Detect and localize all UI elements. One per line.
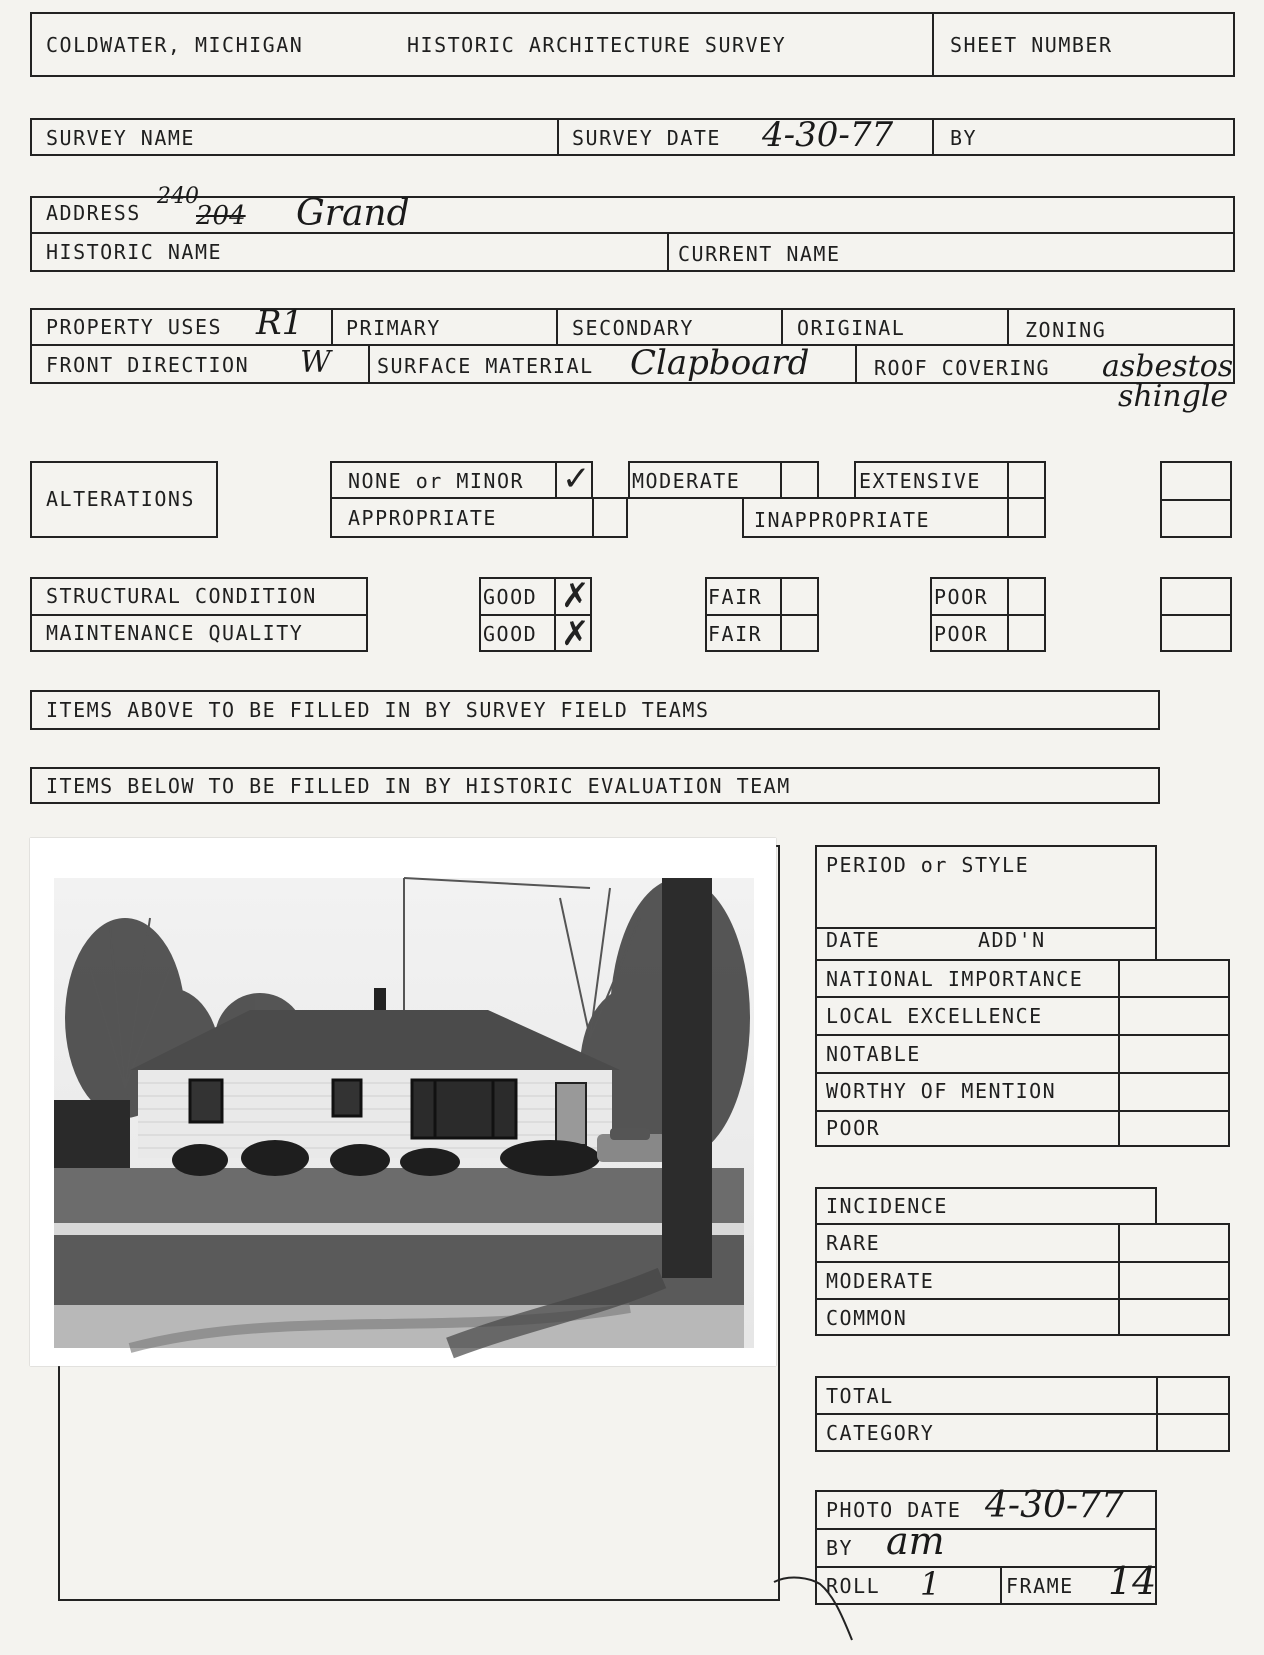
sheet-number-label: SHEET NUMBER [950,33,1113,57]
total-label: TOTAL [826,1384,894,1408]
front-direction-value: W [300,345,331,380]
moderate-label: MODERATE [632,469,741,493]
maintenance-good-mark: ✗ [561,614,590,654]
maintenance-fair-label: FAIR [708,622,763,646]
address-number-old: 204 [196,201,246,231]
extensive-label: EXTENSIVE [859,469,981,493]
national-importance-label: NATIONAL IMPORTANCE [826,967,1084,991]
surface-material-value: Clapboard [630,343,810,383]
roll-value: 1 [920,1565,941,1603]
eval-addn-label: ADD'N [978,928,1046,952]
structural-good-mark: ✗ [561,576,590,616]
maintenance-good-label: GOOD [483,622,538,646]
structural-fair-label: FAIR [708,585,763,609]
house-photograph [30,838,776,1366]
form-title: HISTORIC ARCHITECTURE SURVEY [407,33,787,57]
local-excellence-label: LOCAL EXCELLENCE [826,1004,1043,1028]
worthy-of-mention-label: WORTHY OF MENTION [826,1079,1057,1103]
property-uses-value: R1 [256,303,304,343]
roof-covering-value-2: shingle [1118,379,1229,414]
surface-material-label: SURFACE MATERIAL [377,354,594,378]
items-below-note: ITEMS BELOW TO BE FILLED IN BY HISTORIC EVALUATION TEAM [46,774,791,798]
survey-name-label: SURVEY NAME [46,126,195,150]
current-name-label: CURRENT NAME [678,242,841,266]
photo-by-label: BY [826,1536,854,1560]
items-above-note: ITEMS ABOVE TO BE FILLED IN BY SURVEY FIELD TEAMS [46,698,710,722]
category-label: CATEGORY [826,1421,935,1445]
period-style-label: PERIOD or STYLE [826,853,1030,877]
incidence-common-label: COMMON [826,1306,908,1330]
pen-stroke [770,1570,880,1645]
roof-covering-value-1: asbestos [1102,349,1234,384]
incidence-rare-label: RARE [826,1231,881,1255]
none-minor-checkmark: ✓ [562,459,591,499]
none-minor-label: NONE or MINOR [348,469,525,493]
eval-date-label: DATE [826,928,881,952]
incidence-moderate-label: MODERATE [826,1269,935,1293]
historic-name-label: HISTORIC NAME [46,240,223,264]
incidence-label: INCIDENCE [826,1194,948,1218]
front-direction-label: FRONT DIRECTION [46,353,250,377]
inappropriate-label: INAPPROPRIATE [754,508,931,532]
structural-good-label: GOOD [483,585,538,609]
maintenance-poor-label: POOR [934,622,989,646]
notable-label: NOTABLE [826,1042,921,1066]
address-street: Grand [296,193,410,234]
structural-poor-label: POOR [934,585,989,609]
roof-covering-label: ROOF COVERING [874,356,1051,380]
maintenance-quality-label: MAINTENANCE QUALITY [46,621,304,645]
appropriate-label: APPROPRIATE [348,506,497,530]
address-number-new: 240 [157,184,199,209]
survey-date-label: SURVEY DATE [572,126,721,150]
frame-label: FRAME [1006,1574,1074,1598]
eval-poor-label: POOR [826,1116,881,1140]
survey-date-value: 4-30-77 [762,115,894,155]
alterations-label: ALTERATIONS [46,487,195,511]
photo-date-value: 4-30-77 [985,1485,1124,1526]
property-uses-label: PROPERTY USES [46,315,223,339]
zoning-label: ZONING [1025,318,1107,342]
frame-value: 14 [1108,1559,1157,1603]
address-label: ADDRESS [46,201,141,225]
secondary-label: SECONDARY [572,316,694,340]
structural-condition-label: STRUCTURAL CONDITION [46,584,317,608]
survey-by-label: BY [950,126,978,150]
city-label: COLDWATER, MICHIGAN [46,33,304,57]
photo-by-value: am [886,1519,945,1563]
original-label: ORIGINAL [797,316,906,340]
primary-label: PRIMARY [346,316,441,340]
roll-label: ROLL [826,1574,881,1598]
photo-date-label: PHOTO DATE [826,1498,962,1522]
